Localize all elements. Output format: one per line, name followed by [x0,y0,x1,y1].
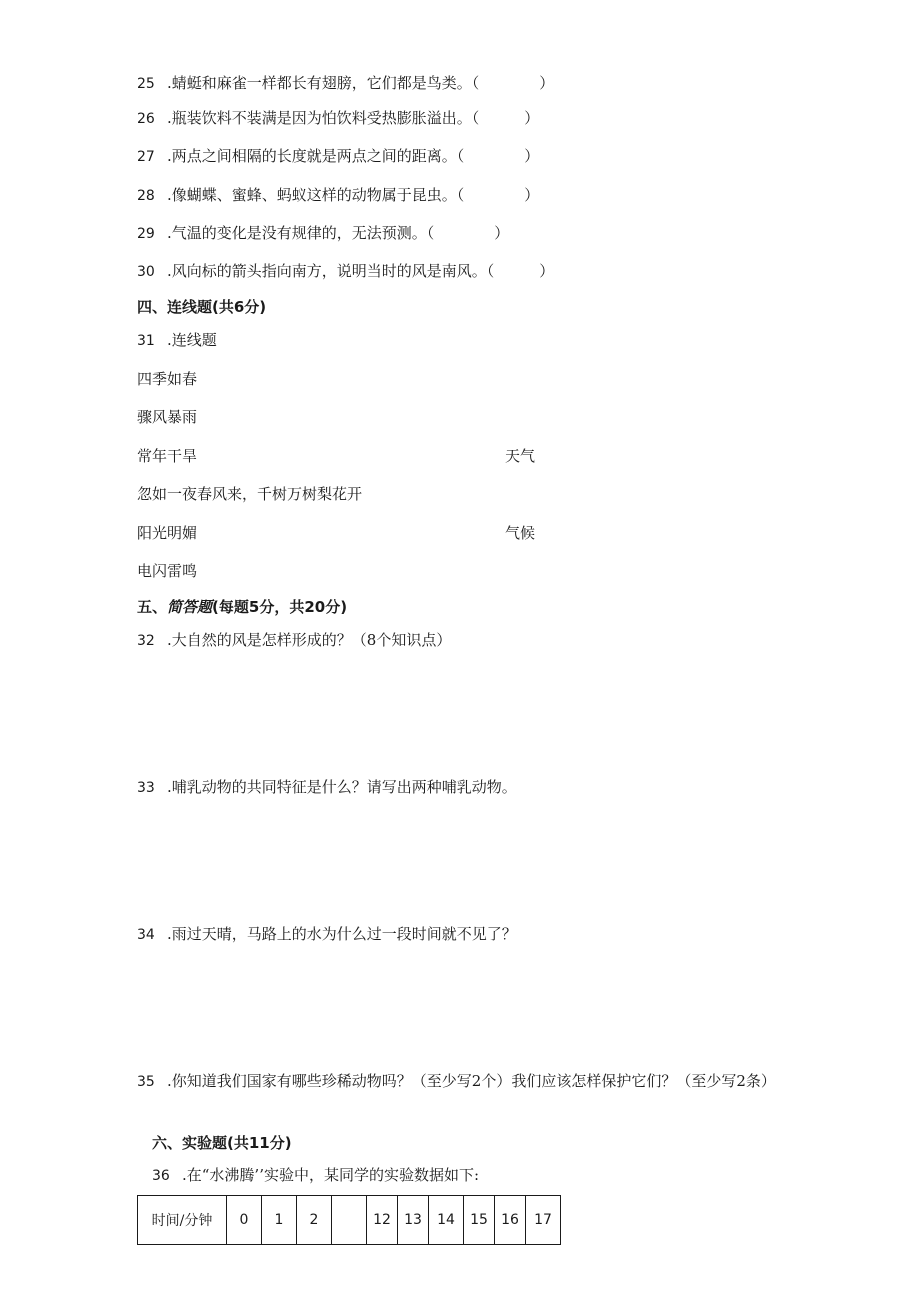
section-score: (每题5分，共20分) [212,598,348,616]
question-28 [137,185,539,206]
match-left-item: 忽如一夜春风来，千树万树梨花开 [137,485,363,503]
question-text: .气温的变化是没有规律的，无法预测。（ ） [167,224,510,242]
section-score: (共6分) [212,298,267,316]
question-number: 26 [137,111,155,127]
question-text: .蜻蜓和麻雀一样都长有翅膀，它们都是鸟类。（ ） [167,74,555,92]
table-cell: 12 [367,1196,398,1245]
question-36 [152,1165,479,1186]
table-cell [332,1196,367,1245]
table-cell: 0 [227,1196,262,1245]
question-29 [137,223,509,244]
question-text: .风向标的箭头指向南方，说明当时的风是南风。（ ） [167,262,555,280]
question-number: 31 [137,333,155,349]
table-cell: 13 [398,1196,429,1245]
boiling-data-table [137,1195,561,1245]
question-30 [137,261,554,282]
section-title-italic: 简答题 [167,598,213,616]
match-left-item: 电闪雷鸣 [137,562,198,580]
question-text: .在“水沸腾’’实验中，某同学的实验数据如下: [182,1166,480,1184]
question-33 [137,777,517,798]
table-cell: 2 [297,1196,332,1245]
match-right-item: 天气 [505,447,536,465]
question-text: .大自然的风是怎样形成的？（8个知识点） [167,631,452,649]
match-left-item: 阳光明媚 [137,524,198,542]
question-text: .像蝴蝶、蜜蜂、蚂蚁这样的动物属于昆虫。（ ） [167,186,540,204]
table-cell: 16 [495,1196,526,1245]
match-left-item: 四季如春 [137,370,198,388]
table-cell: 1 [262,1196,297,1245]
table-cell: 14 [429,1196,464,1245]
question-number: 33 [137,780,155,796]
question-text: .连线题 [167,331,217,349]
question-number: 28 [137,188,155,204]
question-number: 25 [137,76,155,92]
question-26 [137,108,539,129]
question-number: 29 [137,226,155,242]
question-text: .哺乳动物的共同特征是什么？请写出两种哺乳动物。 [167,778,517,796]
question-text: .你知道我们国家有哪些珍稀动物吗？（至少写2个）我们应该怎样保护它们？（至少写2条） [167,1072,776,1090]
match-right-item: 气候 [505,524,536,542]
question-32 [137,630,451,651]
question-number: 34 [137,927,155,943]
section-heading-matching [137,297,266,317]
question-text: .雨过天晴，马路上的水为什么过一段时间就不见了？ [167,925,517,943]
section-heading-short-answer [137,597,347,617]
question-25 [137,73,554,94]
table-row-label: 时间/分钟 [138,1196,227,1245]
question-number: 35 [137,1074,155,1090]
section-heading-experiment [152,1133,292,1153]
match-left-item: 骤风暴雨 [137,408,198,426]
question-text: .瓶装饮料不装满是因为怕饮料受热膨胀溢出。（ ） [167,109,540,127]
table-row [138,1196,561,1245]
question-number: 27 [137,149,155,165]
question-27 [137,146,539,167]
question-34 [137,924,517,945]
section-title: 五、 [137,598,168,616]
table-cell: 15 [464,1196,495,1245]
table-cell: 17 [526,1196,561,1245]
question-number: 30 [137,264,155,280]
question-number: 36 [152,1168,170,1184]
question-35 [137,1070,787,1093]
question-text: .两点之间相隔的长度就是两点之间的距离。（ ） [167,147,540,165]
section-title: 四、连线题 [137,298,213,316]
section-title: 六、实验题(共11分) [152,1134,292,1152]
question-31 [137,330,217,351]
question-number: 32 [137,633,155,649]
match-left-item: 常年干旱 [137,447,198,465]
